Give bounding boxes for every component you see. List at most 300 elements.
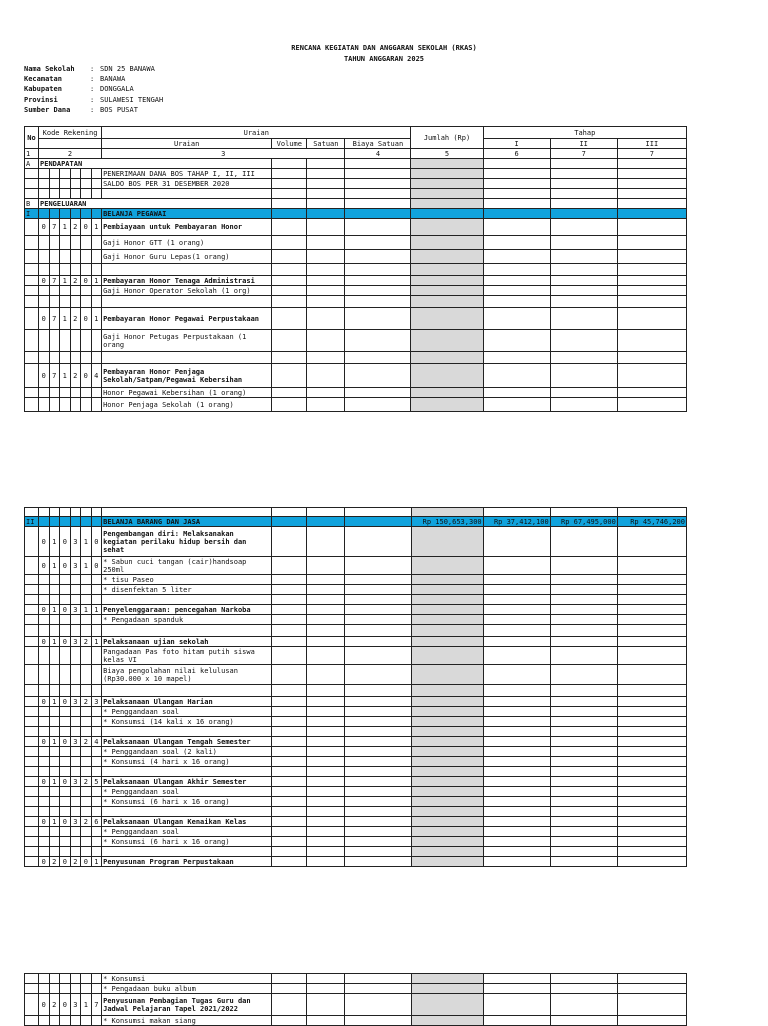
code-digit [60,236,71,250]
header-row [25,139,687,149]
row-volume [272,276,307,286]
row-tahap-3 [617,179,686,189]
row-satuan [307,984,345,994]
row-tahap-3 [617,857,686,867]
rkas-table-page-1 [24,126,687,412]
row-no [25,585,39,595]
row-description: * Penggandaan soal [102,787,272,797]
row-jumlah [411,296,483,308]
row-tahap-3 [617,797,686,807]
row-description: Gaji Honor Guru Lepas(1 orang) [102,250,272,264]
row-jumlah [411,827,483,837]
row-tahap-1 [483,388,550,398]
code-digit [49,625,60,637]
code-digit: 0 [60,697,71,707]
code-digit: 0 [60,557,71,575]
code-digit [81,508,92,517]
row-no [25,296,39,308]
row-no [25,837,39,847]
code-digit [91,595,102,605]
row-satuan [307,364,345,388]
row-description: Pembiayaan untuk Pembayaran Honor [102,219,272,236]
code-digit [91,398,102,412]
code-digit [91,757,102,767]
row-satuan [307,517,345,527]
row-tahap-3 [617,685,686,697]
row-jumlah [411,236,483,250]
row-tahap-2 [550,605,617,615]
row-tahap-2 [550,697,617,707]
code-digit [81,625,92,637]
code-digit [60,787,71,797]
code-digit [60,647,71,665]
header-tahap-3: III [617,139,686,149]
code-digit: 1 [49,557,60,575]
table-row [25,697,687,707]
code-digit: 1 [81,994,92,1016]
code-digit: 0 [60,605,71,615]
code-digit [70,595,81,605]
code-digit [39,665,50,685]
row-biaya-satuan [345,974,411,984]
row-tahap-3 [617,330,686,352]
col-number: 2 [39,149,102,159]
row-jumlah [411,685,483,697]
code-digit [91,707,102,717]
row-tahap-1 [483,757,550,767]
row-tahap-1 [483,508,550,517]
row-description: * Konsumsi (6 hari x 16 orang) [102,797,272,807]
table-row [25,817,687,827]
row-no [25,352,39,364]
code-digit [91,575,102,585]
row-description: * Konsumsi [102,974,272,984]
row-description: * Pengadaan spanduk [102,615,272,625]
row-tahap-3 [617,595,686,605]
row-biaya-satuan [345,727,411,737]
table-row [25,585,687,595]
info-label: Nama Sekolah [24,65,75,73]
code-digit [39,264,50,276]
row-no [25,994,39,1016]
row-biaya-satuan [345,189,411,199]
row-jumlah [411,605,483,615]
row-tahap-2 [550,250,617,264]
row-volume [272,615,307,625]
code-digit [81,797,92,807]
header-tahap-1: I [483,139,550,149]
code-digit [70,727,81,737]
row-no [25,685,39,697]
info-label: Provinsi [24,95,58,104]
row-satuan [307,527,345,557]
code-digit [49,747,60,757]
code-digit [49,787,60,797]
row-tahap-2 [550,757,617,767]
code-digit [81,330,92,352]
code-digit [39,1016,50,1026]
row-jumlah [411,837,483,847]
code-digit [49,209,60,219]
code-digit [39,209,50,219]
table-row [25,398,687,412]
code-digit [81,984,92,994]
row-jumlah [411,817,483,827]
row-tahap-2 [550,179,617,189]
row-no [25,527,39,557]
row-tahap-2 [550,575,617,585]
row-no [25,847,39,857]
row-tahap-2 [550,637,617,647]
row-description: * Penggandaan soal [102,707,272,717]
code-digit [91,847,102,857]
row-volume [272,219,307,236]
row-volume [272,847,307,857]
row-volume [272,1016,307,1026]
code-digit [39,685,50,697]
row-tahap-2 [550,508,617,517]
code-digit: 0 [39,364,50,388]
table-row [25,984,687,994]
code-digit [60,595,71,605]
row-tahap-1 [483,296,550,308]
table-row [25,236,687,250]
code-digit [49,250,60,264]
row-jumlah [411,575,483,585]
row-satuan [307,189,345,199]
row-description: Gaji Honor Petugas Perpustakaan (1 orang [102,330,272,352]
row-description: Pelaksanaan Ulangan Akhir Semester [102,777,272,787]
row-biaya-satuan [345,179,411,189]
row-no [25,276,39,286]
row-tahap-1 [483,276,550,286]
code-digit [60,398,71,412]
row-volume [272,169,307,179]
header-uraian: Uraian [102,139,272,149]
row-description: Biaya pengolahan nilai kelulusan (Rp30.000 x 10 mapel) [102,665,272,685]
code-digit [91,1016,102,1026]
code-digit [49,398,60,412]
row-tahap-2 [550,665,617,685]
row-tahap-1 [483,685,550,697]
row-jumlah [411,179,483,189]
row-volume [272,159,307,169]
code-digit: 7 [49,276,60,286]
row-volume [272,189,307,199]
code-digit [49,508,60,517]
code-digit [60,615,71,625]
code-digit: 1 [81,605,92,615]
code-digit [81,189,92,199]
code-digit [39,296,50,308]
code-digit [70,625,81,637]
row-tahap-1 [483,575,550,585]
info-label: Kabupaten [24,85,62,94]
row-description: Pembayaran Honor Tenaga Administrasi [102,276,272,286]
row-biaya-satuan [345,159,411,169]
row-satuan [307,685,345,697]
code-digit: 1 [60,364,71,388]
row-tahap-1 [483,352,550,364]
table-row [25,787,687,797]
code-digit: 0 [39,557,50,575]
code-digit: 2 [70,276,81,286]
row-description: * Konsumsi (6 hari x 16 orang) [102,837,272,847]
code-digit [39,398,50,412]
code-digit [49,169,60,179]
code-digit [81,575,92,585]
header-biaya-satuan: Biaya Satuan [345,139,411,149]
code-digit [81,827,92,837]
code-digit [60,747,71,757]
row-biaya-satuan [345,199,411,209]
row-tahap-2 [550,352,617,364]
row-tahap-1 [483,169,550,179]
code-digit [39,757,50,767]
table-row [25,685,687,697]
row-tahap-3 [617,159,686,169]
row-no [25,827,39,837]
row-satuan [307,625,345,637]
row-jumlah [411,159,483,169]
code-digit [91,264,102,276]
code-digit [70,209,81,219]
row-biaya-satuan [345,236,411,250]
table-row [25,169,687,179]
code-digit: 3 [70,777,81,787]
rkas-table-page-3 [24,973,687,1026]
code-digit [70,685,81,697]
row-tahap-1 [483,777,550,787]
row-tahap-1 [483,527,550,557]
code-digit: 3 [70,637,81,647]
row-tahap-3 [617,250,686,264]
code-digit: 2 [49,857,60,867]
code-digit [39,807,50,817]
code-digit [81,169,92,179]
code-digit [70,717,81,727]
row-volume [272,807,307,817]
row-no [25,605,39,615]
row-description: Pelaksanaan Ulangan Kenaikan Kelas [102,817,272,827]
row-satuan [307,199,345,209]
code-digit [91,189,102,199]
row-biaya-satuan [345,250,411,264]
code-digit [60,984,71,994]
row-jumlah [411,994,483,1016]
code-digit [39,827,50,837]
info-value: DONGGALA [100,85,134,94]
code-digit [91,179,102,189]
table-row [25,250,687,264]
code-digit [70,398,81,412]
code-digit: 0 [60,777,71,787]
code-digit [60,685,71,697]
row-jumlah [411,807,483,817]
code-digit: 1 [81,557,92,575]
code-digit [91,250,102,264]
row-tahap-3 [617,605,686,615]
row-tahap-1 [483,179,550,189]
table-row [25,625,687,637]
row-description: * Konsumsi (4 hari x 16 orang) [102,757,272,767]
row-jumlah [411,747,483,757]
info-row: Provinsi : SULAWESI TENGAH [24,95,164,104]
code-digit: 2 [49,994,60,1016]
code-digit [91,625,102,637]
row-tahap-3 [617,189,686,199]
row-satuan [307,508,345,517]
table-row [25,308,687,330]
row-volume [272,717,307,727]
table-row [25,637,687,647]
row-tahap-3 [617,557,686,575]
row-volume [272,605,307,615]
row-no [25,797,39,807]
code-digit: 2 [81,637,92,647]
row-tahap-3 [617,209,686,219]
row-tahap-1 [483,159,550,169]
row-tahap-2 [550,847,617,857]
info-label: Sumber Dana [24,105,71,114]
row-tahap-3 [617,264,686,276]
row-biaya-satuan [345,517,411,527]
code-digit [49,647,60,665]
code-digit [81,837,92,847]
code-digit [81,685,92,697]
row-jumlah [411,286,483,296]
row-volume [272,575,307,585]
row-jumlah [411,665,483,685]
header-satuan: Satuan [307,139,345,149]
row-satuan [307,209,345,219]
code-digit: 3 [70,737,81,747]
row-jumlah [411,557,483,575]
row-no [25,777,39,787]
row-section-label: PENDAPATAN [39,159,272,169]
row-biaya-satuan [345,352,411,364]
code-digit [60,286,71,296]
row-no [25,737,39,747]
code-digit: 3 [70,527,81,557]
code-digit [49,330,60,352]
row-biaya-satuan [345,857,411,867]
row-tahap-3 [617,637,686,647]
table-row [25,219,687,236]
row-tahap-1 [483,984,550,994]
table-row [25,807,687,817]
row-biaya-satuan [345,847,411,857]
row-tahap-1 [483,747,550,757]
code-digit [49,352,60,364]
row-satuan [307,330,345,352]
code-digit: 1 [91,857,102,867]
code-digit [39,747,50,757]
code-digit: 3 [91,697,102,707]
row-description [102,685,272,697]
row-description [102,508,272,517]
row-tahap-3 [617,757,686,767]
code-digit [81,727,92,737]
code-digit [49,264,60,276]
row-biaya-satuan [345,296,411,308]
code-digit: 3 [70,817,81,827]
row-volume [272,585,307,595]
row-jumlah [411,330,483,352]
row-volume [272,308,307,330]
row-tahap-3 [617,1016,686,1026]
code-digit [91,665,102,685]
code-digit [39,189,50,199]
row-satuan [307,717,345,727]
row-description [102,767,272,777]
row-volume [272,388,307,398]
code-digit [60,585,71,595]
code-digit [60,665,71,685]
row-tahap-2 [550,286,617,296]
row-no [25,179,39,189]
row-jumlah [411,707,483,717]
row-satuan [307,974,345,984]
row-tahap-2 [550,857,617,867]
col-number: 4 [345,149,411,159]
row-tahap-1 [483,625,550,637]
col-number: 6 [483,149,550,159]
table-row [25,557,687,575]
row-satuan [307,585,345,595]
row-description: Pembayaran Honor Penjaga Sekolah/Satpam/Pegawai Kebersihan [102,364,272,388]
row-biaya-satuan [345,286,411,296]
row-satuan [307,250,345,264]
row-satuan [307,797,345,807]
row-satuan [307,308,345,330]
code-digit [70,388,81,398]
row-volume [272,737,307,747]
row-no [25,508,39,517]
code-digit [60,352,71,364]
col-number: 5 [411,149,483,159]
table-row [25,508,687,517]
code-digit [49,837,60,847]
code-digit [81,767,92,777]
row-tahap-2 [550,276,617,286]
header-tahap-2: II [550,139,617,149]
code-digit: 3 [70,697,81,707]
code-digit [81,179,92,189]
row-volume [272,685,307,697]
row-volume [272,974,307,984]
code-digit [70,189,81,199]
code-digit: 0 [60,637,71,647]
row-satuan [307,236,345,250]
code-digit [39,508,50,517]
code-digit: 2 [81,737,92,747]
row-tahap-2 [550,717,617,727]
code-digit [91,330,102,352]
row-tahap-3 [617,847,686,857]
code-digit [39,767,50,777]
row-jumlah [411,717,483,727]
code-digit [49,179,60,189]
row-biaya-satuan [345,330,411,352]
row-satuan [307,398,345,412]
row-tahap-3 [617,994,686,1016]
code-digit [60,330,71,352]
row-no [25,286,39,296]
row-jumlah [411,737,483,747]
row-tahap-2 [550,585,617,595]
row-tahap-3 [617,974,686,984]
